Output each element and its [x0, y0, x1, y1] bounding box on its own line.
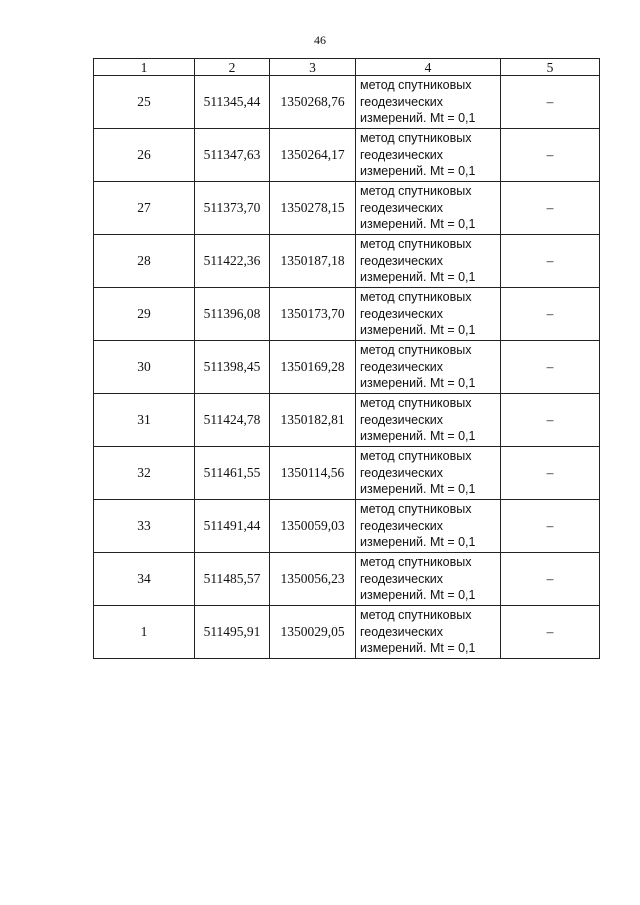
y-coordinate-cell: 1350268,76 [270, 76, 356, 129]
method-line: метод спутниковых [360, 237, 472, 252]
method-line: метод спутниковых [360, 449, 472, 464]
method-line: измерений. Mt = 0,1 [360, 482, 476, 497]
y-coordinate-cell: 1350182,81 [270, 394, 356, 447]
table-header [94, 59, 600, 76]
x-coordinate-cell: 511398,45 [195, 341, 270, 394]
x-coordinate-cell: 511347,63 [195, 129, 270, 182]
table-body [94, 76, 600, 659]
table-row [94, 394, 600, 447]
method-line: измерений. Mt = 0,1 [360, 217, 476, 232]
method-line: геодезических [360, 200, 444, 215]
point-number-cell: 34 [94, 553, 195, 606]
method-line: измерений. Mt = 0,1 [360, 588, 476, 603]
method-cell [356, 394, 501, 447]
method-cell [356, 235, 501, 288]
method-cell [356, 341, 501, 394]
method-line: геодезических [360, 253, 444, 268]
method-line: геодезических [360, 306, 444, 321]
method-line: геодезических [360, 94, 444, 109]
header-row [94, 59, 600, 76]
method-line: измерений. Mt = 0,1 [360, 323, 476, 338]
note-cell: – [501, 394, 600, 447]
header-cell-2: 2 [195, 59, 270, 76]
note-cell: – [501, 129, 600, 182]
header-cell-3: 3 [270, 59, 356, 76]
x-coordinate-cell: 511373,70 [195, 182, 270, 235]
point-number-cell: 32 [94, 447, 195, 500]
table-row [94, 76, 600, 129]
method-cell [356, 606, 501, 659]
point-number-cell: 27 [94, 182, 195, 235]
point-number-cell: 1 [94, 606, 195, 659]
point-number-cell: 25 [94, 76, 195, 129]
y-coordinate-cell: 1350029,05 [270, 606, 356, 659]
method-cell [356, 500, 501, 553]
method-line: измерений. Mt = 0,1 [360, 535, 476, 550]
header-cell-4: 4 [356, 59, 501, 76]
table-row [94, 129, 600, 182]
method-line: геодезических [360, 412, 444, 427]
y-coordinate-cell: 1350056,23 [270, 553, 356, 606]
table-row [94, 500, 600, 553]
note-cell: – [501, 500, 600, 553]
note-cell: – [501, 341, 600, 394]
method-line: метод спутниковых [360, 502, 472, 517]
x-coordinate-cell: 511495,91 [195, 606, 270, 659]
method-cell [356, 129, 501, 182]
point-number-cell: 31 [94, 394, 195, 447]
table-row [94, 341, 600, 394]
table-row [94, 288, 600, 341]
x-coordinate-cell: 511422,36 [195, 235, 270, 288]
x-coordinate-cell: 511345,44 [195, 76, 270, 129]
page-number: 46 [314, 33, 326, 47]
table-row [94, 235, 600, 288]
method-line: метод спутниковых [360, 396, 472, 411]
method-line: метод спутниковых [360, 555, 472, 570]
table-row [94, 182, 600, 235]
note-cell: – [501, 182, 600, 235]
y-coordinate-cell: 1350059,03 [270, 500, 356, 553]
x-coordinate-cell: 511461,55 [195, 447, 270, 500]
point-number-cell: 29 [94, 288, 195, 341]
method-line: измерений. Mt = 0,1 [360, 376, 476, 391]
method-cell [356, 182, 501, 235]
header-cell-5: 5 [501, 59, 600, 76]
x-coordinate-cell: 511396,08 [195, 288, 270, 341]
method-line: метод спутниковых [360, 608, 472, 623]
method-line: измерений. Mt = 0,1 [360, 270, 476, 285]
table-row [94, 447, 600, 500]
method-cell [356, 76, 501, 129]
header-cell-1: 1 [94, 59, 195, 76]
method-line: измерений. Mt = 0,1 [360, 164, 476, 179]
method-line: геодезических [360, 147, 444, 162]
method-line: метод спутниковых [360, 184, 472, 199]
method-line: измерений. Mt = 0,1 [360, 429, 476, 444]
note-cell: – [501, 76, 600, 129]
method-cell [356, 553, 501, 606]
method-line: метод спутниковых [360, 78, 472, 93]
y-coordinate-cell: 1350278,15 [270, 182, 356, 235]
x-coordinate-cell: 511485,57 [195, 553, 270, 606]
point-number-cell: 30 [94, 341, 195, 394]
note-cell: – [501, 288, 600, 341]
note-cell: – [501, 553, 600, 606]
note-cell: – [501, 235, 600, 288]
point-number-cell: 28 [94, 235, 195, 288]
note-cell: – [501, 606, 600, 659]
y-coordinate-cell: 1350173,70 [270, 288, 356, 341]
method-line: метод спутниковых [360, 131, 472, 146]
method-line: геодезических [360, 571, 444, 586]
coordinates-table [93, 58, 600, 659]
point-number-cell: 26 [94, 129, 195, 182]
table-row [94, 606, 600, 659]
x-coordinate-cell: 511491,44 [195, 500, 270, 553]
method-line: измерений. Mt = 0,1 [360, 111, 476, 126]
method-line: геодезических [360, 624, 444, 639]
method-cell [356, 447, 501, 500]
y-coordinate-cell: 1350169,28 [270, 341, 356, 394]
method-line: метод спутниковых [360, 343, 472, 358]
method-cell [356, 288, 501, 341]
method-line: геодезических [360, 518, 444, 533]
x-coordinate-cell: 511424,78 [195, 394, 270, 447]
table-row [94, 553, 600, 606]
method-line: геодезических [360, 359, 444, 374]
method-line: измерений. Mt = 0,1 [360, 641, 476, 656]
method-line: метод спутниковых [360, 290, 472, 305]
point-number-cell: 33 [94, 500, 195, 553]
note-cell: – [501, 447, 600, 500]
y-coordinate-cell: 1350187,18 [270, 235, 356, 288]
method-line: геодезических [360, 465, 444, 480]
y-coordinate-cell: 1350264,17 [270, 129, 356, 182]
y-coordinate-cell: 1350114,56 [270, 447, 356, 500]
